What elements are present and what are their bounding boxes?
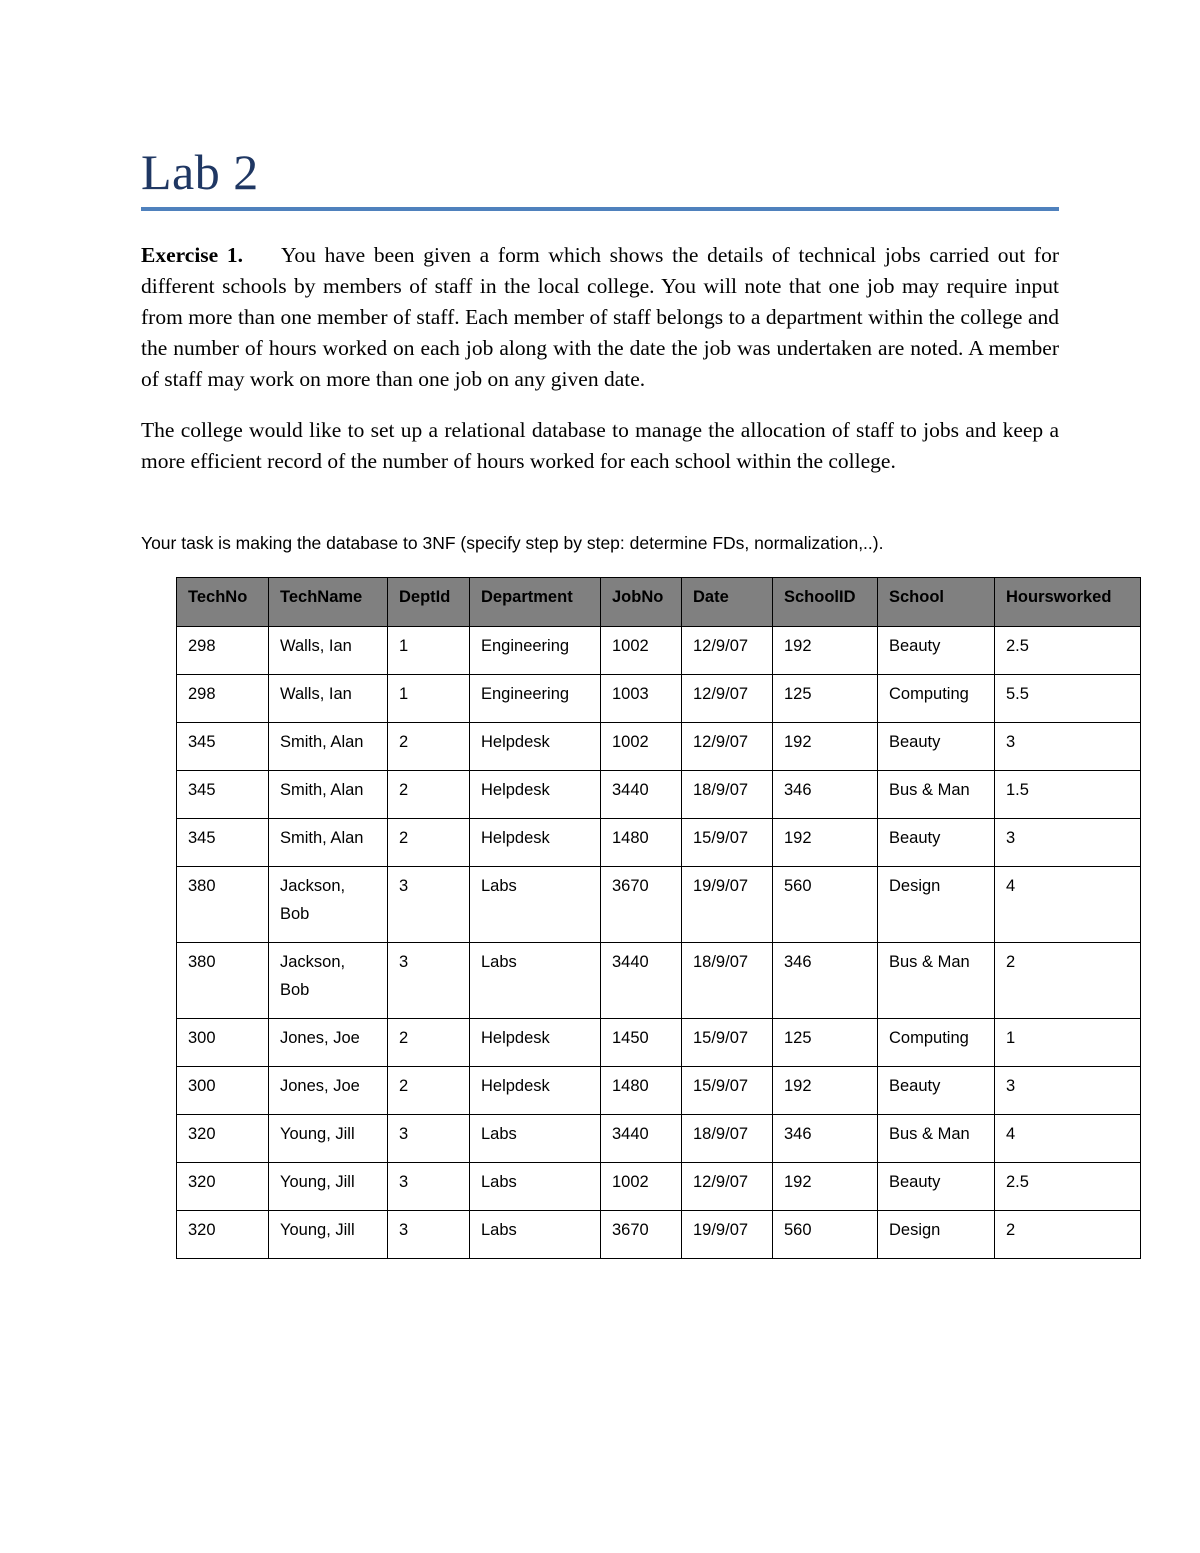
job-no-cell: 3440 — [601, 771, 682, 819]
table-row — [177, 627, 1141, 675]
school-id-cell: 346 — [773, 771, 878, 819]
table-row — [177, 1211, 1141, 1259]
column-header: JobNo — [601, 578, 682, 627]
school-cell: Beauty — [878, 1163, 995, 1211]
table-row — [177, 1067, 1141, 1115]
tech-name-cell: Walls, Ian — [269, 627, 388, 675]
hours-worked-cell: 2.5 — [995, 627, 1141, 675]
page-title: Lab 2 — [141, 144, 259, 200]
hours-worked-cell: 2 — [995, 943, 1141, 1019]
school-id-cell: 192 — [773, 1163, 878, 1211]
dept-id-cell: 2 — [388, 1019, 470, 1067]
dept-id-cell: 2 — [388, 771, 470, 819]
table-row — [177, 1019, 1141, 1067]
school-id-cell: 560 — [773, 1211, 878, 1259]
department-cell: Labs — [470, 1115, 601, 1163]
hours-worked-cell: 2 — [995, 1211, 1141, 1259]
hours-worked-cell: 4 — [995, 1115, 1141, 1163]
school-cell: Bus & Man — [878, 771, 995, 819]
date-cell: 12/9/07 — [682, 723, 773, 771]
school-id-cell: 346 — [773, 1115, 878, 1163]
job-no-cell: 1480 — [601, 1067, 682, 1115]
dept-id-cell: 1 — [388, 675, 470, 723]
dept-id-cell: 2 — [388, 819, 470, 867]
tech-no-cell: 380 — [177, 943, 269, 1019]
dept-id-cell: 3 — [388, 1163, 470, 1211]
tech-name-cell: Jones, Joe — [269, 1019, 388, 1067]
tech-name-cell: Smith, Alan — [269, 723, 388, 771]
job-no-cell: 1002 — [601, 627, 682, 675]
table-row — [177, 819, 1141, 867]
school-cell: Beauty — [878, 819, 995, 867]
job-no-cell: 1002 — [601, 723, 682, 771]
hours-worked-cell: 2.5 — [995, 1163, 1141, 1211]
hours-worked-cell: 3 — [995, 1067, 1141, 1115]
tech-no-cell: 298 — [177, 627, 269, 675]
department-cell: Helpdesk — [470, 1067, 601, 1115]
dept-id-cell: 1 — [388, 627, 470, 675]
column-header: TechNo — [177, 578, 269, 627]
column-header: SchoolID — [773, 578, 878, 627]
department-cell: Helpdesk — [470, 771, 601, 819]
date-cell: 18/9/07 — [682, 771, 773, 819]
dept-id-cell: 2 — [388, 723, 470, 771]
task-instruction: Your task is making the database to 3NF (specify step by step: determine FDs, normalization,..). — [141, 533, 884, 553]
tech-name-cell: Jackson, Bob — [269, 943, 388, 1019]
tech-no-cell: 320 — [177, 1163, 269, 1211]
school-cell: Bus & Man — [878, 943, 995, 1019]
table-row — [177, 1115, 1141, 1163]
date-cell: 15/9/07 — [682, 1067, 773, 1115]
hours-worked-cell: 4 — [995, 867, 1141, 943]
department-cell: Labs — [470, 943, 601, 1019]
tech-name-cell: Young, Jill — [269, 1115, 388, 1163]
date-cell: 15/9/07 — [682, 819, 773, 867]
date-cell: 18/9/07 — [682, 943, 773, 1019]
table-row — [177, 771, 1141, 819]
hours-worked-cell: 3 — [995, 819, 1141, 867]
school-id-cell: 125 — [773, 1019, 878, 1067]
job-no-cell: 1002 — [601, 1163, 682, 1211]
job-no-cell: 3670 — [601, 1211, 682, 1259]
table-body — [177, 627, 1141, 1259]
column-header: Date — [682, 578, 773, 627]
column-header: TechName — [269, 578, 388, 627]
hours-worked-cell: 1 — [995, 1019, 1141, 1067]
department-cell: Helpdesk — [470, 1019, 601, 1067]
job-no-cell: 3440 — [601, 943, 682, 1019]
tech-name-cell: Young, Jill — [269, 1211, 388, 1259]
column-header: DeptId — [388, 578, 470, 627]
tech-no-cell: 298 — [177, 675, 269, 723]
job-no-cell: 3440 — [601, 1115, 682, 1163]
hours-worked-cell: 3 — [995, 723, 1141, 771]
tech-no-cell: 320 — [177, 1211, 269, 1259]
school-cell: Bus & Man — [878, 1115, 995, 1163]
department-cell: Engineering — [470, 675, 601, 723]
department-cell: Labs — [470, 867, 601, 943]
column-header: Department — [470, 578, 601, 627]
table-row — [177, 723, 1141, 771]
department-cell: Helpdesk — [470, 723, 601, 771]
date-cell: 12/9/07 — [682, 1163, 773, 1211]
school-id-cell: 125 — [773, 675, 878, 723]
table-row — [177, 675, 1141, 723]
school-cell: Beauty — [878, 723, 995, 771]
title-divider — [141, 207, 1059, 211]
tech-name-cell: Walls, Ian — [269, 675, 388, 723]
tech-name-cell: Jones, Joe — [269, 1067, 388, 1115]
job-no-cell: 1480 — [601, 819, 682, 867]
school-cell: Computing — [878, 675, 995, 723]
tech-no-cell: 300 — [177, 1067, 269, 1115]
dept-id-cell: 3 — [388, 867, 470, 943]
department-cell: Labs — [470, 1163, 601, 1211]
table-row — [177, 943, 1141, 1019]
tech-no-cell: 300 — [177, 1019, 269, 1067]
table-header-row — [177, 578, 1141, 627]
school-id-cell: 192 — [773, 723, 878, 771]
hours-worked-cell: 1.5 — [995, 771, 1141, 819]
department-cell: Labs — [470, 1211, 601, 1259]
table-row — [177, 1163, 1141, 1211]
date-cell: 12/9/07 — [682, 627, 773, 675]
exercise-label: Exercise 1. — [141, 243, 244, 267]
dept-id-cell: 2 — [388, 1067, 470, 1115]
exercise-paragraph-2: The college would like to set up a relational database to manage the allocation of staff to jobs and keep a more efficient record of the number of hours worked for each school within the college. — [141, 418, 1059, 473]
tech-no-cell: 345 — [177, 723, 269, 771]
tech-name-cell: Young, Jill — [269, 1163, 388, 1211]
date-cell: 18/9/07 — [682, 1115, 773, 1163]
school-cell: Beauty — [878, 1067, 995, 1115]
school-id-cell: 192 — [773, 1067, 878, 1115]
school-cell: Design — [878, 1211, 995, 1259]
column-header: School — [878, 578, 995, 627]
school-cell: Computing — [878, 1019, 995, 1067]
tech-no-cell: 345 — [177, 819, 269, 867]
exercise-text: You have been given a form which shows the details of technical jobs carried out for different schools by members of staff in the local college. You will note that one job may require input from more than one member of staff. Each member of staff belongs to a department within the college and the number of hours worked on each job along with the date the job was undertaken are noted. A member of staff may work on more than one job on any given date. — [141, 243, 1059, 391]
tech-name-cell: Smith, Alan — [269, 819, 388, 867]
school-cell: Beauty — [878, 627, 995, 675]
table-row — [177, 867, 1141, 943]
job-no-cell: 3670 — [601, 867, 682, 943]
job-no-cell: 1450 — [601, 1019, 682, 1067]
school-id-cell: 346 — [773, 943, 878, 1019]
date-cell: 19/9/07 — [682, 1211, 773, 1259]
tech-no-cell: 320 — [177, 1115, 269, 1163]
jobs-table — [176, 577, 1141, 1259]
tech-no-cell: 345 — [177, 771, 269, 819]
exercise-paragraph-1 — [141, 240, 1059, 395]
date-cell: 12/9/07 — [682, 675, 773, 723]
dept-id-cell: 3 — [388, 1115, 470, 1163]
school-id-cell: 192 — [773, 627, 878, 675]
tech-name-cell: Smith, Alan — [269, 771, 388, 819]
school-cell: Design — [878, 867, 995, 943]
department-cell: Engineering — [470, 627, 601, 675]
tech-no-cell: 380 — [177, 867, 269, 943]
department-cell: Helpdesk — [470, 819, 601, 867]
school-id-cell: 560 — [773, 867, 878, 943]
job-no-cell: 1003 — [601, 675, 682, 723]
date-cell: 19/9/07 — [682, 867, 773, 943]
dept-id-cell: 3 — [388, 943, 470, 1019]
date-cell: 15/9/07 — [682, 1019, 773, 1067]
tech-name-cell: Jackson, Bob — [269, 867, 388, 943]
school-id-cell: 192 — [773, 819, 878, 867]
dept-id-cell: 3 — [388, 1211, 470, 1259]
hours-worked-cell: 5.5 — [995, 675, 1141, 723]
column-header: Hoursworked — [995, 578, 1141, 627]
